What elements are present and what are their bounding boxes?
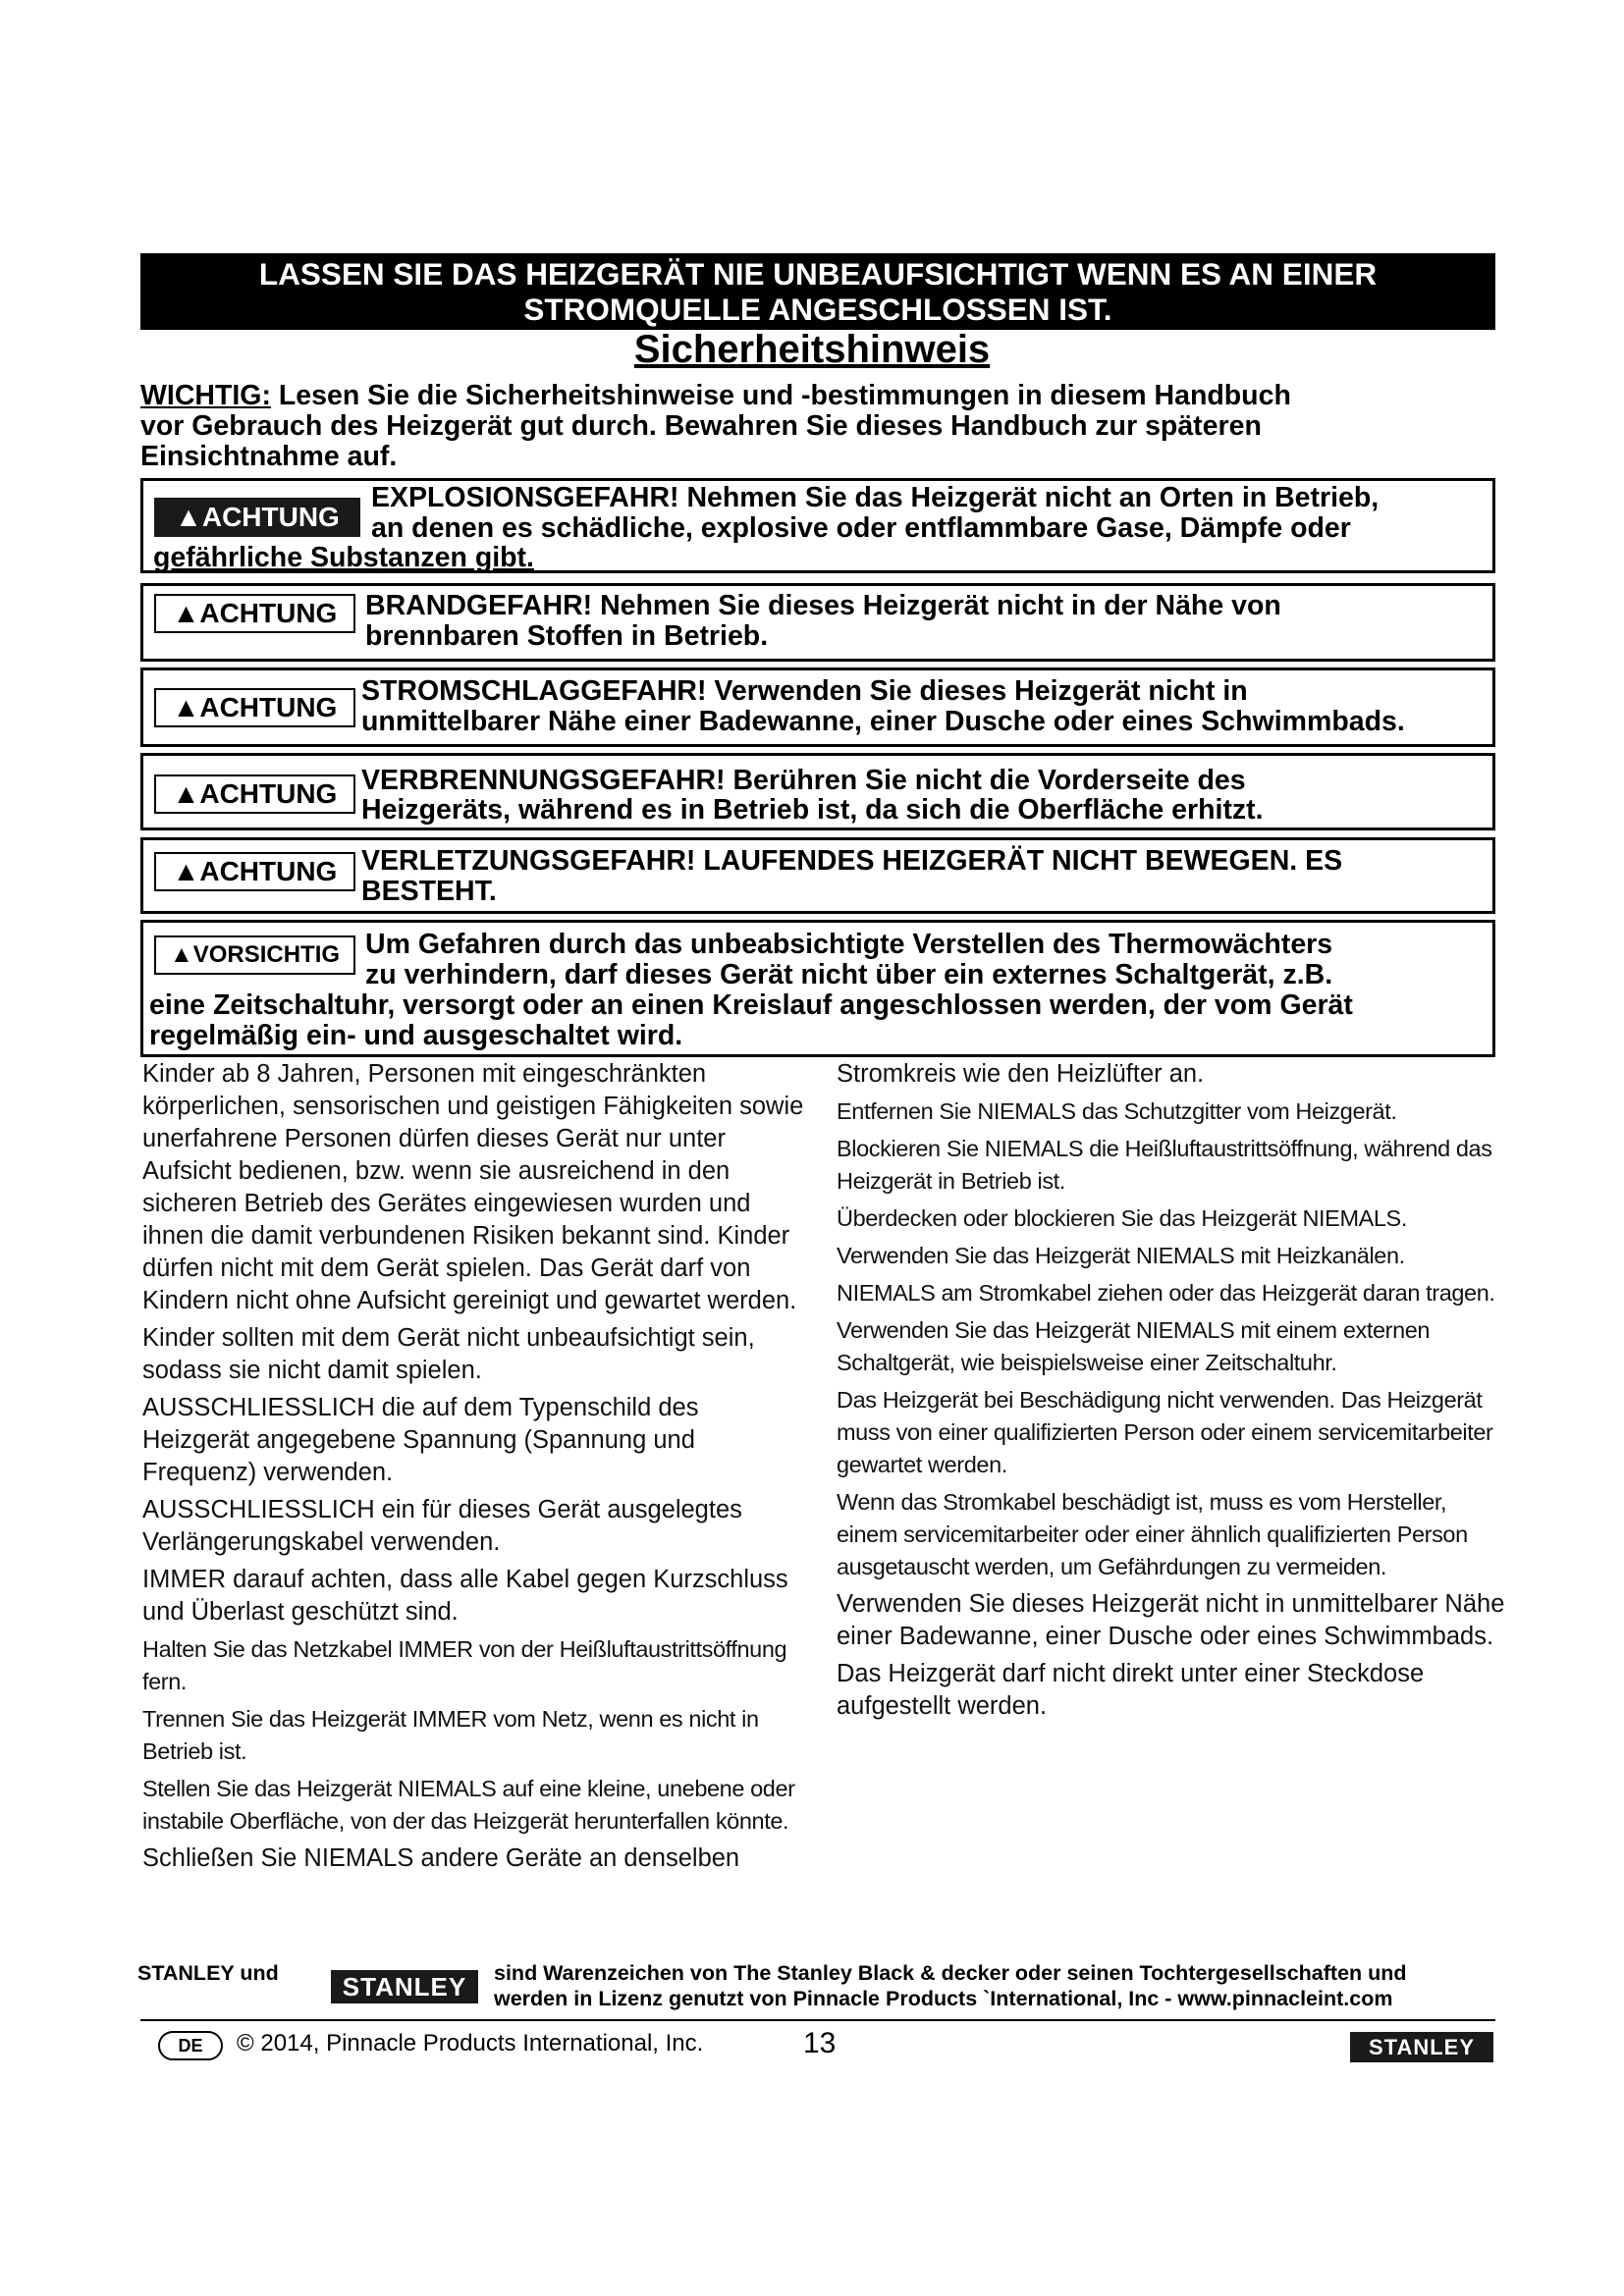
- warning-line: STROMSCHLAGGEFAHR! Verwenden Sie dieses Heizgerät nicht in: [361, 675, 1248, 707]
- footer-divider: [140, 2019, 1495, 2021]
- banner-line-1: LASSEN SIE DAS HEIZGERÄT NIE UNBEAUFSICHTIGT WENN ES AN EINER: [258, 256, 1378, 292]
- safety-paragraph: Blockieren Sie NIEMALS die Heißluftaustrittsöffnung, während das Heizgerät in Betrieb ist.: [837, 1136, 1492, 1194]
- warning-line: zu verhindern, darf dieses Gerät nicht über ein externes Schaltgerät, z.B.: [365, 959, 1333, 990]
- vorsichtig-badge: ▲VORSICHTIG: [154, 935, 355, 975]
- page-title: Sicherheitshinweis: [633, 328, 991, 371]
- warning-box-explosion: [140, 478, 1495, 573]
- safety-paragraph: Trennen Sie das Heizgerät IMMER vom Netz, wenn es nicht in Betrieb ist.: [142, 1706, 759, 1764]
- safety-paragraph: Verwenden Sie dieses Heizgerät nicht in unmittelbarer Nähe einer Badewanne, einer Dusche oder eines Schwimmbads.: [837, 1590, 1505, 1650]
- warning-box-caution-thermostat: [140, 920, 1495, 1057]
- safety-paragraph: Verwenden Sie das Heizgerät NIEMALS mit einem externen Schaltgerät, wie beispielsweise einer Zeitschaltuhr.: [837, 1317, 1431, 1375]
- page-footer: [140, 2026, 1495, 2065]
- intro-line-2: vor Gebrauch des Heizgerät gut durch. Bewahren Sie dieses Handbuch zur späteren: [140, 410, 1262, 442]
- safety-paragraph: NIEMALS am Stromkabel ziehen oder das Heizgerät daran tragen.: [837, 1280, 1495, 1306]
- stanley-logo-footer: STANLEY: [1350, 2032, 1493, 2062]
- achtung-badge: ▲ACHTUNG: [154, 594, 355, 633]
- achtung-badge: ▲ACHTUNG: [154, 852, 355, 891]
- safety-paragraph: Schließen Sie NIEMALS andere Geräte an denselben: [142, 1844, 740, 1872]
- banner-line-2: STROMQUELLE ANGESCHLOSSEN IST.: [523, 292, 1112, 327]
- safety-paragraph: Wenn das Stromkabel beschädigt ist, muss es vom Hersteller, einem servicemitarbeiter oder einer ähnlich qualifizierten Person ausgetauscht werden, um Gefährdungen zu vermeiden.: [837, 1489, 1468, 1579]
- safety-paragraph: Kinder sollten mit dem Gerät nicht unbeaufsichtigt sein, sodass sie nicht damit spielen.: [142, 1324, 755, 1384]
- warning-line: an denen es schädliche, explosive oder entflammbare Gase, Dämpfe oder: [371, 512, 1351, 544]
- safety-paragraph: AUSSCHLIESSLICH die auf dem Typenschild des Heizgerät angegebene Spannung (Spannung und Frequenz) verwenden.: [142, 1394, 699, 1486]
- safety-paragraph: Das Heizgerät darf nicht direkt unter einer Steckdose aufgestellt werden.: [837, 1660, 1425, 1720]
- intro-line-3: Einsichtnahme auf.: [140, 441, 398, 472]
- safety-paragraph: Verwenden Sie das Heizgerät NIEMALS mit Heizkanälen.: [837, 1243, 1405, 1268]
- stanley-logo: STANLEY: [331, 1970, 478, 2003]
- warning-line: eine Zeitschaltuhr, versorgt oder an einen Kreislauf angeschlossen werden, der vom Gerät: [149, 989, 1353, 1021]
- intro-label: WICHTIG:: [140, 380, 271, 411]
- warning-line: VERLETZUNGSGEFAHR! LAUFENDES HEIZGERÄT NICHT BEWEGEN. ES: [361, 845, 1343, 877]
- warning-box-fire: [140, 583, 1495, 662]
- warning-line: gefährliche Substanzen gibt.: [153, 542, 534, 573]
- page-number: 13: [803, 2027, 837, 2059]
- safety-paragraph: Kinder ab 8 Jahren, Personen mit eingeschränkten körperlichen, sensorischen und geistigen Fähigkeiten sowie unerfahrene Personen dürfen dieses Gerät nur unter Aufsicht bedienen, bzw. wenn sie ausreichend in den sicheren Betrieb des Gerätes eingewiesen wurden und ihnen die damit verbundenen Risiken bekannt sind. Kinder dürfen nicht mit dem Gerät spielen. Das Gerät darf von Kindern nicht ohne Aufsicht gereinigt und gewartet werden.: [142, 1060, 804, 1314]
- safety-paragraph: Überdecken oder blockieren Sie das Heizgerät NIEMALS.: [837, 1205, 1407, 1231]
- warning-banner: [140, 253, 1495, 330]
- warning-line: regelmäßig ein- und ausgeschaltet wird.: [149, 1020, 683, 1051]
- achtung-badge: ▲ACHTUNG: [154, 688, 355, 727]
- right-column: [837, 1058, 1509, 1728]
- warning-line: brennbaren Stoffen in Betrieb.: [365, 620, 769, 652]
- safety-paragraph: Halten Sie das Netzkabel IMMER von der Heißluftaustrittsöffnung fern.: [142, 1636, 787, 1694]
- warning-line: unmittelbarer Nähe einer Badewanne, einer Dusche oder eines Schwimmbads.: [361, 706, 1405, 737]
- achtung-badge: ▲ACHTUNG: [154, 498, 360, 537]
- warning-line: Heizgeräts, während es in Betrieb ist, da sich die Oberfläche erhitzt.: [361, 794, 1264, 826]
- safety-paragraph: Stromkreis wie den Heizlüfter an.: [837, 1060, 1205, 1088]
- warning-line: Um Gefahren durch das unbeabsichtigte Verstellen des Thermowächters: [365, 929, 1333, 960]
- copyright-text: © 2014, Pinnacle Products International, Inc.: [237, 2030, 704, 2056]
- safety-paragraph: Stellen Sie das Heizgerät NIEMALS auf eine kleine, unebene oder instabile Oberfläche, von der das Heizgerät herunterfallen könnte.: [142, 1776, 795, 1834]
- language-badge: DE: [158, 2031, 223, 2060]
- warning-line: BRANDGEFAHR! Nehmen Sie dieses Heizgerät nicht in der Nähe von: [365, 590, 1281, 621]
- intro-paragraph: [140, 381, 1505, 472]
- warning-line: EXPLOSIONSGEFAHR! Nehmen Sie das Heizgerät nicht an Orten in Betrieb,: [371, 482, 1380, 513]
- warning-line: VERBRENNUNGSGEFAHR! Berühren Sie nicht die Vorderseite des: [361, 765, 1246, 796]
- achtung-badge: ▲ACHTUNG: [154, 774, 355, 814]
- left-column: [142, 1058, 810, 1880]
- safety-paragraph: Entfernen Sie NIEMALS das Schutzgitter vom Heizgerät.: [837, 1098, 1397, 1124]
- trademark-line-1: sind Warenzeichen von The Stanley Black & decker oder seinen Tochtergesellschaften und: [494, 1961, 1407, 1985]
- warning-box-electric-shock: [140, 667, 1495, 747]
- safety-paragraph: IMMER darauf achten, dass alle Kabel gegen Kurzschluss und Überlast geschützt sind.: [142, 1566, 788, 1626]
- trademark-notice: [137, 1958, 1507, 2011]
- trademark-line-2: werden in Lizenz genutzt von Pinnacle Products `International, Inc - www.pinnacleint.com: [494, 1987, 1393, 2010]
- trademark-label: STANLEY und: [137, 1961, 279, 1985]
- safety-paragraph: Das Heizgerät bei Beschädigung nicht verwenden. Das Heizgerät muss von einer qualifizierten Person oder einem servicemitarbeiter gewartet werden.: [837, 1387, 1493, 1477]
- intro-line-1: Lesen Sie die Sicherheitshinweise und -bestimmungen in diesem Handbuch: [270, 380, 1291, 411]
- warning-box-burn: [140, 753, 1495, 830]
- safety-paragraph: AUSSCHLIESSLICH ein für dieses Gerät ausgelegtes Verlängerungskabel verwenden.: [142, 1496, 742, 1556]
- warning-box-injury: [140, 837, 1495, 914]
- warning-line: BESTEHT.: [361, 876, 497, 907]
